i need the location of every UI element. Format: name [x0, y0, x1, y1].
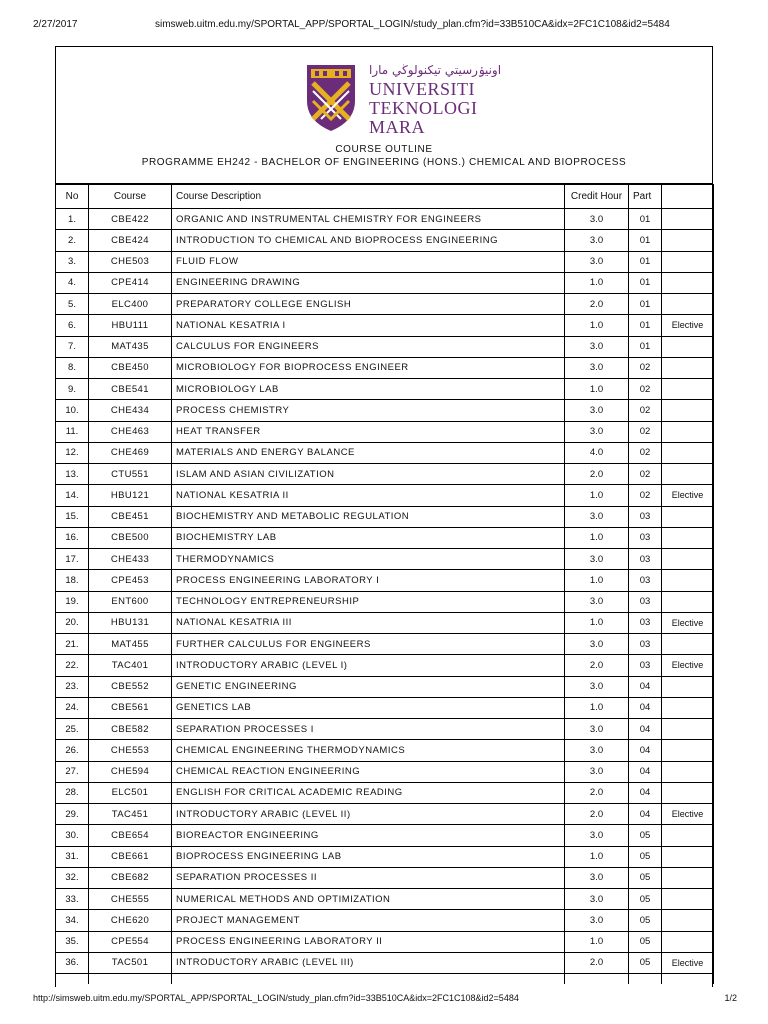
table-row	[56, 676, 714, 697]
cell-part: 04	[629, 804, 662, 825]
table-row	[56, 315, 714, 336]
table-row	[56, 740, 714, 761]
cell-no: 9.	[56, 379, 89, 400]
cell-part: 01	[629, 251, 662, 272]
table-row	[56, 464, 714, 485]
cell-credit-hour: 2.0	[565, 464, 629, 485]
header-description: Course Description	[172, 185, 565, 209]
cell-credit-hour: 1.0	[565, 697, 629, 718]
table-row	[56, 867, 714, 888]
cell-credit-hour: 3.0	[565, 825, 629, 846]
cell-empty	[56, 974, 89, 985]
cell-course-description: NATIONAL KESATRIA I	[172, 315, 565, 336]
cell-note	[662, 889, 714, 910]
header-note	[662, 185, 714, 209]
cell-note	[662, 230, 714, 251]
table-row	[56, 655, 714, 676]
cell-no: 12.	[56, 442, 89, 463]
cell-note	[662, 634, 714, 655]
cell-course-code: CHE555	[89, 889, 172, 910]
cell-part: 03	[629, 634, 662, 655]
table-row	[56, 591, 714, 612]
cell-credit-hour: 4.0	[565, 442, 629, 463]
logo-line-2: TEKNOLOGI	[369, 98, 478, 118]
table-row	[56, 761, 714, 782]
table-row	[56, 336, 714, 357]
cell-part: 04	[629, 697, 662, 718]
cell-no: 24.	[56, 697, 89, 718]
cell-credit-hour: 3.0	[565, 889, 629, 910]
cell-course-description: MICROBIOLOGY LAB	[172, 379, 565, 400]
cell-credit-hour: 2.0	[565, 294, 629, 315]
cell-credit-hour: 3.0	[565, 506, 629, 527]
cell-credit-hour: 3.0	[565, 740, 629, 761]
cell-no: 36.	[56, 952, 89, 973]
cell-course-description: ISLAM AND ASIAN CIVILIZATION	[172, 464, 565, 485]
cell-part: 01	[629, 272, 662, 293]
cell-credit-hour: 1.0	[565, 570, 629, 591]
page-number: 1/2	[724, 993, 737, 1003]
cell-course-code: CBE561	[89, 697, 172, 718]
cell-credit-hour: 1.0	[565, 315, 629, 336]
cell-course-description: INTRODUCTORY ARABIC (LEVEL III)	[172, 952, 565, 973]
cell-note	[662, 209, 714, 230]
cell-course-description: CALCULUS FOR ENGINEERS	[172, 336, 565, 357]
programme-title: PROGRAMME EH242 - BACHELOR OF ENGINEERING (HONS.) CHEMICAL AND BIOPROCESS	[141, 157, 627, 168]
cell-credit-hour: 1.0	[565, 485, 629, 506]
cell-no: 23.	[56, 676, 89, 697]
cell-part: 04	[629, 782, 662, 803]
cell-note: Elective	[662, 485, 714, 506]
table-row	[56, 209, 714, 230]
cell-part: 01	[629, 315, 662, 336]
cell-course-code: TAC451	[89, 804, 172, 825]
cell-part: 03	[629, 655, 662, 676]
cell-credit-hour: 1.0	[565, 379, 629, 400]
cell-course-description: TECHNOLOGY ENTREPRENEURSHIP	[172, 591, 565, 612]
cell-note	[662, 867, 714, 888]
table-row	[56, 931, 714, 952]
cell-no: 15.	[56, 506, 89, 527]
cell-part: 04	[629, 676, 662, 697]
cell-credit-hour: 3.0	[565, 336, 629, 357]
cell-part: 05	[629, 846, 662, 867]
cell-course-description: SEPARATION PROCESSES II	[172, 867, 565, 888]
cell-no: 34.	[56, 910, 89, 931]
logo-wordmark	[369, 80, 477, 137]
cell-course-description: PROJECT MANAGEMENT	[172, 910, 565, 931]
cell-credit-hour: 1.0	[565, 846, 629, 867]
cell-part: 02	[629, 421, 662, 442]
logo-arabic-text: اونيۏرسيتي تيكنولوڬي مارا	[369, 63, 502, 77]
cell-credit-hour: 3.0	[565, 719, 629, 740]
cell-note	[662, 570, 714, 591]
cell-course-description: BIOPROCESS ENGINEERING LAB	[172, 846, 565, 867]
table-row	[56, 782, 714, 803]
table-row	[56, 634, 714, 655]
cell-course-code: MAT435	[89, 336, 172, 357]
table-row	[56, 400, 714, 421]
header-part: Part	[629, 185, 662, 209]
cell-part: 05	[629, 910, 662, 931]
table-row	[56, 612, 714, 633]
cell-course-description: NATIONAL KESATRIA III	[172, 612, 565, 633]
cell-credit-hour: 3.0	[565, 357, 629, 378]
table-row	[56, 719, 714, 740]
table-row-continued	[56, 974, 714, 985]
cell-credit-hour: 2.0	[565, 952, 629, 973]
cell-note	[662, 400, 714, 421]
cell-no: 4.	[56, 272, 89, 293]
print-date: 2/27/2017	[33, 19, 78, 30]
cell-course-code: CBE500	[89, 527, 172, 548]
cell-empty	[89, 974, 172, 985]
cell-credit-hour: 2.0	[565, 782, 629, 803]
cell-course-code: CHE469	[89, 442, 172, 463]
cell-empty	[565, 974, 629, 985]
cell-no: 8.	[56, 357, 89, 378]
cell-part: 03	[629, 549, 662, 570]
cell-note	[662, 506, 714, 527]
cell-empty	[172, 974, 565, 985]
cell-credit-hour: 3.0	[565, 591, 629, 612]
cell-course-code: CHE553	[89, 740, 172, 761]
cell-note	[662, 421, 714, 442]
table-row	[56, 294, 714, 315]
cell-part: 04	[629, 719, 662, 740]
cell-no: 35.	[56, 931, 89, 952]
course-outline-sheet	[55, 46, 713, 987]
cell-course-code: CPE453	[89, 570, 172, 591]
cell-no: 16.	[56, 527, 89, 548]
cell-course-code: MAT455	[89, 634, 172, 655]
cell-note	[662, 549, 714, 570]
table-row	[56, 251, 714, 272]
cell-note: Elective	[662, 655, 714, 676]
cell-course-description: INTRODUCTORY ARABIC (LEVEL I)	[172, 655, 565, 676]
cell-course-code: CBE450	[89, 357, 172, 378]
cell-part: 02	[629, 442, 662, 463]
logo-line-3: MARA	[369, 117, 426, 137]
cell-empty	[662, 974, 714, 985]
cell-no: 1.	[56, 209, 89, 230]
cell-course-code: CBE661	[89, 846, 172, 867]
table-row	[56, 889, 714, 910]
cell-credit-hour: 3.0	[565, 676, 629, 697]
uitm-crest-icon	[303, 61, 359, 133]
cell-note	[662, 697, 714, 718]
cell-course-description: INTRODUCTION TO CHEMICAL AND BIOPROCESS ENGINEERING	[172, 230, 565, 251]
cell-note	[662, 910, 714, 931]
cell-no: 17.	[56, 549, 89, 570]
cell-course-code: CTU551	[89, 464, 172, 485]
cell-credit-hour: 3.0	[565, 400, 629, 421]
cell-no: 19.	[56, 591, 89, 612]
cell-no: 30.	[56, 825, 89, 846]
cell-credit-hour: 1.0	[565, 527, 629, 548]
print-url: simsweb.uitm.edu.my/SPORTAL_APP/SPORTAL_LOGIN/study_plan.cfm?id=33B510CA&idx=2FC1C108&id2=5484	[155, 19, 670, 30]
cell-course-code: CHE594	[89, 761, 172, 782]
cell-course-code: CBE682	[89, 867, 172, 888]
cell-credit-hour: 3.0	[565, 421, 629, 442]
cell-no: 31.	[56, 846, 89, 867]
cell-part: 01	[629, 294, 662, 315]
cell-note	[662, 442, 714, 463]
cell-no: 18.	[56, 570, 89, 591]
document-title: COURSE OUTLINE	[335, 144, 433, 155]
cell-note	[662, 527, 714, 548]
cell-course-code: CBE451	[89, 506, 172, 527]
cell-course-code: ELC400	[89, 294, 172, 315]
cell-course-code: CBE552	[89, 676, 172, 697]
cell-credit-hour: 3.0	[565, 634, 629, 655]
cell-course-code: CHE620	[89, 910, 172, 931]
cell-course-description: CHEMICAL REACTION ENGINEERING	[172, 761, 565, 782]
cell-no: 22.	[56, 655, 89, 676]
cell-part: 03	[629, 527, 662, 548]
print-header	[0, 0, 768, 40]
cell-course-code: CBE422	[89, 209, 172, 230]
cell-course-code: CHE434	[89, 400, 172, 421]
table-header-row	[56, 185, 714, 209]
cell-no: 26.	[56, 740, 89, 761]
cell-course-code: CBE424	[89, 230, 172, 251]
cell-course-description: BIOCHEMISTRY LAB	[172, 527, 565, 548]
cell-course-code: HBU131	[89, 612, 172, 633]
cell-note: Elective	[662, 804, 714, 825]
cell-no: 32.	[56, 867, 89, 888]
cell-course-description: NUMERICAL METHODS AND OPTIMIZATION	[172, 889, 565, 910]
cell-note	[662, 591, 714, 612]
cell-no: 7.	[56, 336, 89, 357]
cell-part: 03	[629, 591, 662, 612]
cell-part: 05	[629, 931, 662, 952]
cell-part: 03	[629, 570, 662, 591]
cell-course-description: MATERIALS AND ENERGY BALANCE	[172, 442, 565, 463]
cell-part: 02	[629, 464, 662, 485]
cell-note	[662, 825, 714, 846]
cell-no: 5.	[56, 294, 89, 315]
cell-no: 25.	[56, 719, 89, 740]
cell-course-code: TAC401	[89, 655, 172, 676]
cell-course-code: HBU111	[89, 315, 172, 336]
table-row	[56, 952, 714, 973]
cell-note	[662, 740, 714, 761]
uitm-logo	[303, 61, 502, 137]
cell-credit-hour: 3.0	[565, 251, 629, 272]
table-row	[56, 485, 714, 506]
cell-no: 10.	[56, 400, 89, 421]
footer-url: http://simsweb.uitm.edu.my/SPORTAL_APP/SPORTAL_LOGIN/study_plan.cfm?id=33B510CA&idx=2FC1C108&id2=5484	[33, 993, 519, 1003]
title-block	[56, 47, 712, 184]
cell-no: 29.	[56, 804, 89, 825]
cell-course-code: CHE433	[89, 549, 172, 570]
cell-no: 28.	[56, 782, 89, 803]
cell-credit-hour: 3.0	[565, 209, 629, 230]
cell-part: 02	[629, 379, 662, 400]
header-credit-hour: Credit Hour	[565, 185, 629, 209]
table-row	[56, 697, 714, 718]
cell-part: 03	[629, 506, 662, 527]
table-row	[56, 379, 714, 400]
cell-note	[662, 676, 714, 697]
cell-course-code: ENT600	[89, 591, 172, 612]
cell-course-description: ENGINEERING DRAWING	[172, 272, 565, 293]
cell-note	[662, 294, 714, 315]
table-row	[56, 825, 714, 846]
cell-credit-hour: 3.0	[565, 910, 629, 931]
cell-part: 03	[629, 612, 662, 633]
cell-part: 05	[629, 889, 662, 910]
cell-credit-hour: 2.0	[565, 655, 629, 676]
cell-course-code: CHE463	[89, 421, 172, 442]
cell-part: 02	[629, 485, 662, 506]
cell-note	[662, 846, 714, 867]
cell-part: 05	[629, 952, 662, 973]
cell-part: 05	[629, 867, 662, 888]
cell-note	[662, 761, 714, 782]
cell-no: 27.	[56, 761, 89, 782]
cell-course-description: GENETICS LAB	[172, 697, 565, 718]
cell-note: Elective	[662, 612, 714, 633]
cell-note: Elective	[662, 952, 714, 973]
cell-part: 01	[629, 230, 662, 251]
table-row	[56, 357, 714, 378]
cell-course-description: ENGLISH FOR CRITICAL ACADEMIC READING	[172, 782, 565, 803]
cell-course-code: HBU121	[89, 485, 172, 506]
header-course: Course	[89, 185, 172, 209]
cell-no: 33.	[56, 889, 89, 910]
cell-no: 11.	[56, 421, 89, 442]
print-footer	[0, 988, 768, 1018]
cell-course-description: INTRODUCTORY ARABIC (LEVEL II)	[172, 804, 565, 825]
cell-part: 01	[629, 209, 662, 230]
cell-no: 3.	[56, 251, 89, 272]
header-no: No	[56, 185, 89, 209]
cell-empty	[629, 974, 662, 985]
cell-course-description: SEPARATION PROCESSES I	[172, 719, 565, 740]
cell-course-description: MICROBIOLOGY FOR BIOPROCESS ENGINEER	[172, 357, 565, 378]
table-row	[56, 442, 714, 463]
table-row	[56, 421, 714, 442]
cell-course-code: CPE414	[89, 272, 172, 293]
cell-credit-hour: 1.0	[565, 931, 629, 952]
cell-course-description: CHEMICAL ENGINEERING THERMODYNAMICS	[172, 740, 565, 761]
cell-credit-hour: 3.0	[565, 230, 629, 251]
table-row	[56, 570, 714, 591]
table-row	[56, 846, 714, 867]
study-plan-table	[55, 184, 714, 984]
cell-note	[662, 782, 714, 803]
cell-course-description: PROCESS ENGINEERING LABORATORY II	[172, 931, 565, 952]
cell-part: 04	[629, 761, 662, 782]
table-row	[56, 527, 714, 548]
cell-course-description: BIOCHEMISTRY AND METABOLIC REGULATION	[172, 506, 565, 527]
cell-course-description: FLUID FLOW	[172, 251, 565, 272]
table-row	[56, 549, 714, 570]
table-body	[56, 209, 714, 985]
cell-part: 02	[629, 400, 662, 421]
cell-course-description: PROCESS CHEMISTRY	[172, 400, 565, 421]
table-row	[56, 804, 714, 825]
cell-note	[662, 357, 714, 378]
cell-note	[662, 464, 714, 485]
cell-note	[662, 719, 714, 740]
cell-course-description: ORGANIC AND INSTRUMENTAL CHEMISTRY FOR ENGINEERS	[172, 209, 565, 230]
cell-course-code: CBE582	[89, 719, 172, 740]
cell-course-code: CBE654	[89, 825, 172, 846]
cell-course-description: PREPARATORY COLLEGE ENGLISH	[172, 294, 565, 315]
table-row	[56, 230, 714, 251]
cell-course-code: ELC501	[89, 782, 172, 803]
cell-course-code: TAC501	[89, 952, 172, 973]
cell-no: 13.	[56, 464, 89, 485]
cell-credit-hour: 3.0	[565, 549, 629, 570]
cell-no: 20.	[56, 612, 89, 633]
cell-no: 21.	[56, 634, 89, 655]
cell-note	[662, 931, 714, 952]
cell-note	[662, 251, 714, 272]
cell-no: 6.	[56, 315, 89, 336]
table-row	[56, 272, 714, 293]
cell-note	[662, 336, 714, 357]
cell-part: 05	[629, 825, 662, 846]
table-row	[56, 506, 714, 527]
cell-course-description: FURTHER CALCULUS FOR ENGINEERS	[172, 634, 565, 655]
cell-course-description: GENETIC ENGINEERING	[172, 676, 565, 697]
cell-credit-hour: 2.0	[565, 804, 629, 825]
cell-course-code: CHE503	[89, 251, 172, 272]
cell-course-code: CPE554	[89, 931, 172, 952]
cell-note: Elective	[662, 315, 714, 336]
cell-credit-hour: 3.0	[565, 761, 629, 782]
cell-no: 2.	[56, 230, 89, 251]
cell-credit-hour: 1.0	[565, 612, 629, 633]
cell-course-description: THERMODYNAMICS	[172, 549, 565, 570]
cell-credit-hour: 3.0	[565, 867, 629, 888]
cell-part: 02	[629, 357, 662, 378]
cell-part: 01	[629, 336, 662, 357]
table-row	[56, 910, 714, 931]
cell-note	[662, 272, 714, 293]
cell-credit-hour: 1.0	[565, 272, 629, 293]
cell-course-code: CBE541	[89, 379, 172, 400]
cell-course-description: HEAT TRANSFER	[172, 421, 565, 442]
cell-course-description: BIOREACTOR ENGINEERING	[172, 825, 565, 846]
cell-no: 14.	[56, 485, 89, 506]
cell-part: 04	[629, 740, 662, 761]
logo-line-1: UNIVERSITI	[369, 79, 475, 99]
cell-course-description: NATIONAL KESATRIA II	[172, 485, 565, 506]
cell-course-description: PROCESS ENGINEERING LABORATORY I	[172, 570, 565, 591]
cell-note	[662, 379, 714, 400]
